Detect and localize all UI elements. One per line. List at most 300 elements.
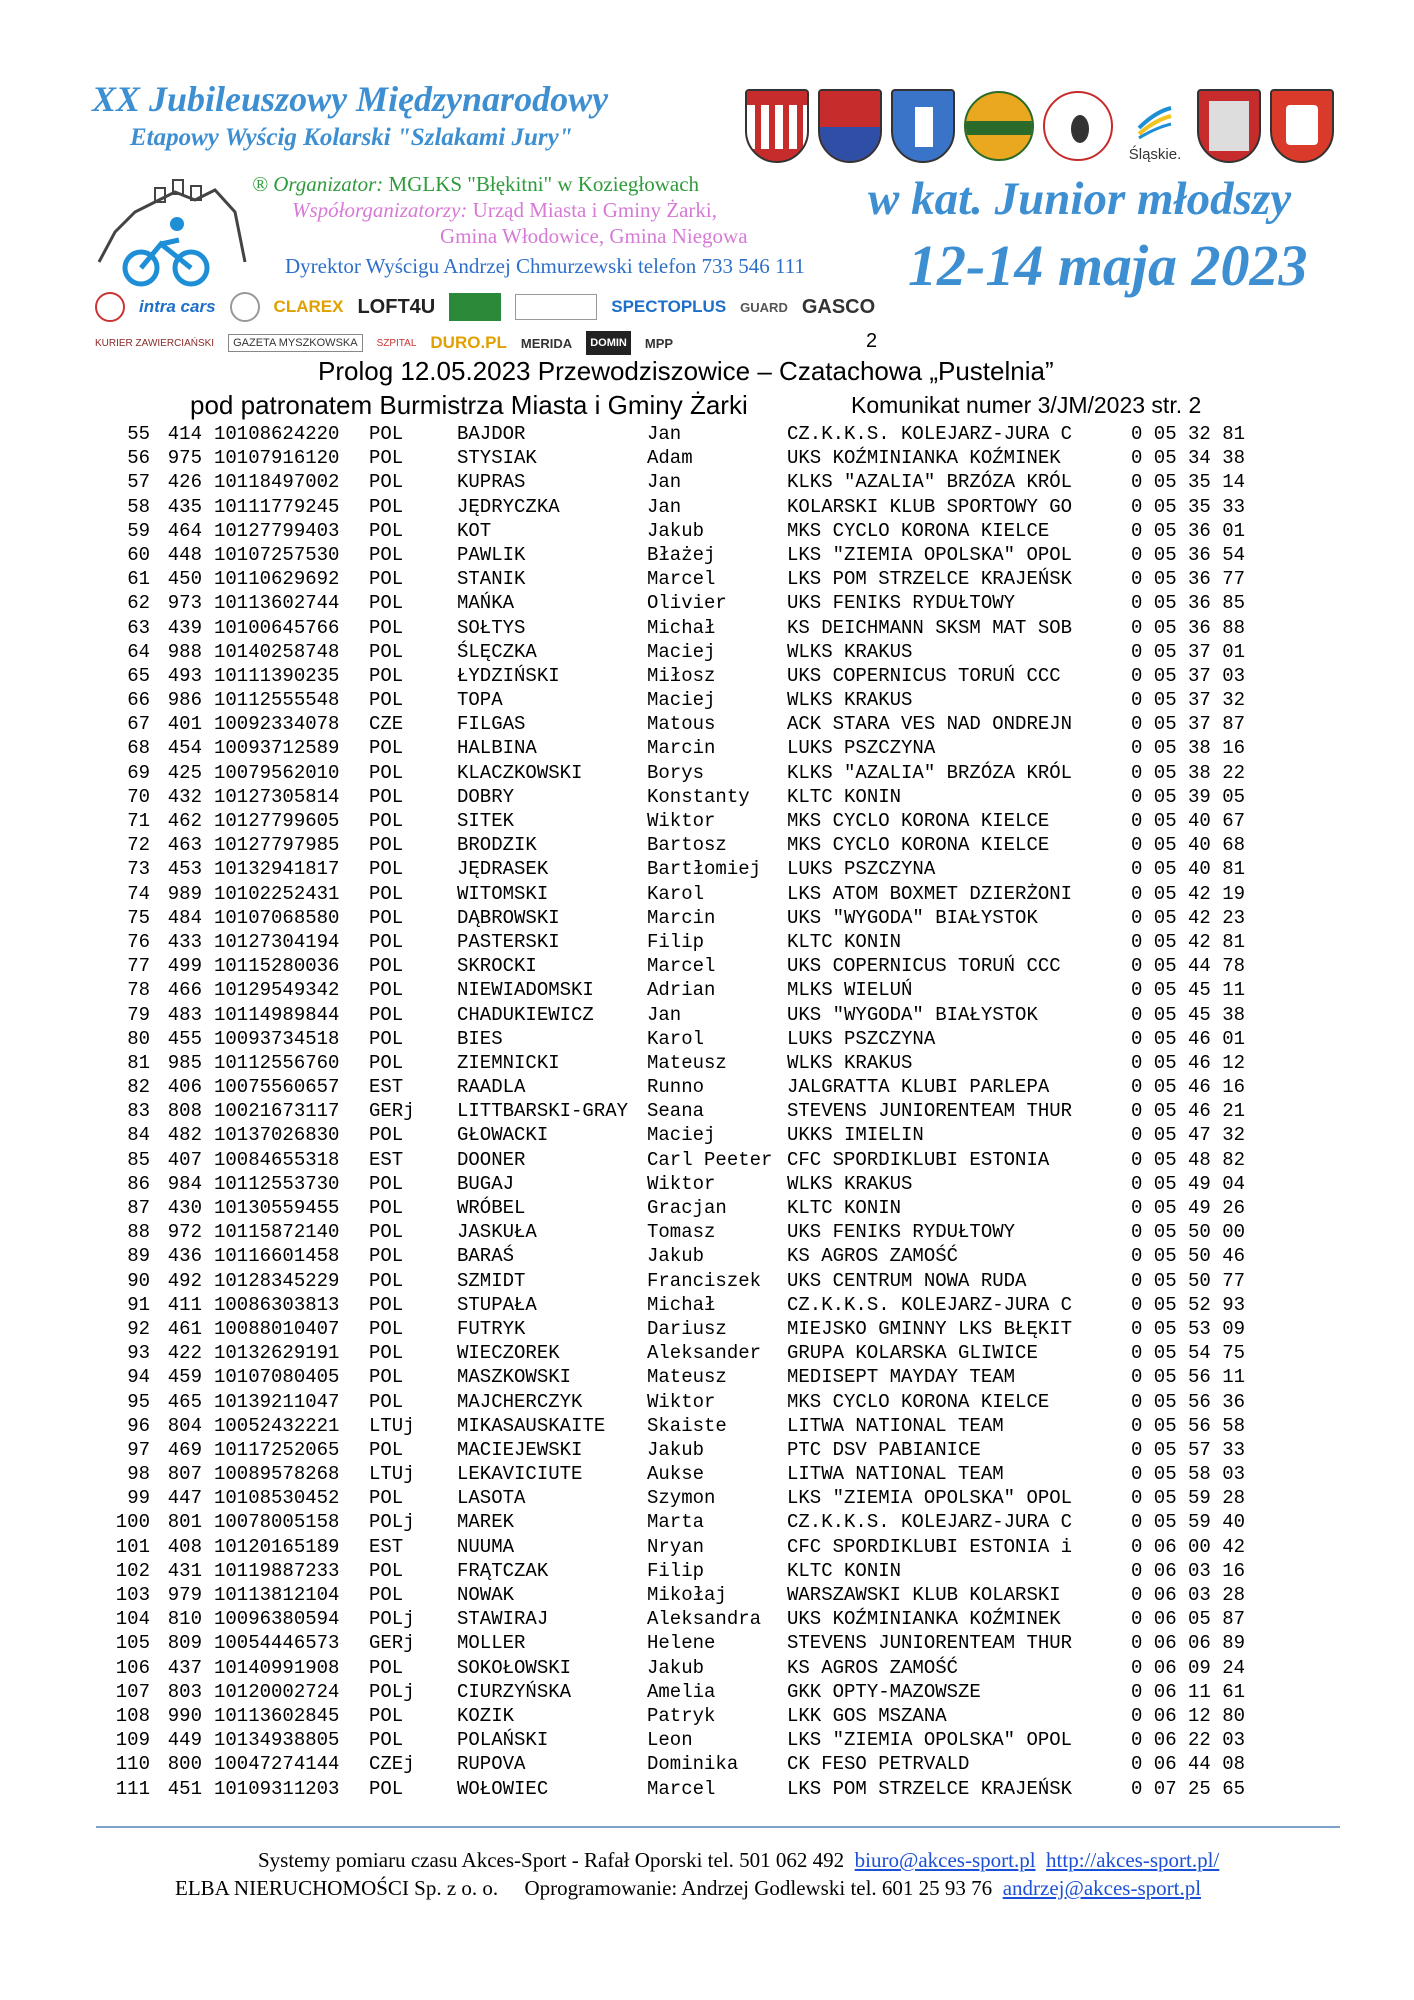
cell-uci-id: 10140258748 [214, 640, 340, 663]
cell-first-name: Konstanty [647, 785, 750, 808]
cell-uci-id: 10116601458 [214, 1245, 340, 1268]
cell-surname: BAJDOR [457, 423, 526, 445]
cell-time: 0 05 37 03 [1131, 664, 1246, 687]
cell-time: 0 05 56 58 [1131, 1414, 1246, 1437]
cell-uci-id: 10093734518 [214, 1027, 340, 1050]
cell-time: 0 05 46 01 [1131, 1027, 1246, 1050]
cell-time: 0 05 32 81 [1131, 423, 1246, 445]
cell-surname: NOWAK [457, 1584, 515, 1606]
table-row [0, 954, 1414, 978]
cell-nationality: POL [369, 1027, 404, 1050]
cell-time: 0 05 46 12 [1131, 1051, 1246, 1074]
cell-nationality: POL [369, 447, 404, 470]
organizer-name: MGLKS "Błękitni" w Koziegłowach [388, 172, 700, 196]
cell-bib-number: 433 [167, 930, 202, 953]
cell-bib-number: 455 [167, 1027, 202, 1050]
table-row [0, 761, 1414, 785]
cell-bib-number: 451 [167, 1777, 202, 1800]
cell-surname: NUUMA [457, 1535, 515, 1558]
cell-surname: ŚLĘCZKA [457, 640, 537, 663]
cell-club: STEVENS JUNIORENTEAM THUR [787, 1632, 1073, 1655]
cell-nationality: POL [369, 1221, 404, 1244]
cell-time: 0 05 38 22 [1131, 761, 1246, 784]
cell-nationality: GERj [369, 1632, 415, 1655]
cell-nationality: POL [369, 785, 404, 808]
cell-time: 0 06 03 16 [1131, 1559, 1246, 1582]
table-row [0, 1535, 1414, 1559]
cell-nationality: POL [369, 1777, 404, 1800]
cell-club: KLTC KONIN [787, 930, 902, 953]
cell-uci-id: 10132941817 [214, 858, 340, 881]
cell-position: 93 [127, 1342, 150, 1365]
crest-icon [1270, 89, 1334, 163]
cell-position: 105 [115, 1632, 150, 1655]
cell-uci-id: 10111390235 [214, 664, 340, 687]
cell-time: 0 06 03 28 [1131, 1584, 1246, 1606]
cell-position: 58 [127, 495, 150, 518]
cell-club: PTC DSV PABIANICE [787, 1438, 981, 1461]
cell-bib-number: 448 [167, 543, 202, 566]
event-title: XX Jubileuszowy Międzynarodowy [92, 79, 609, 119]
cell-uci-id: 10093712589 [214, 737, 340, 760]
cell-nationality: POL [369, 1245, 404, 1268]
cell-club: MLKS WIELUŃ [787, 979, 913, 1002]
table-row [0, 1269, 1414, 1293]
cell-first-name: Mateusz [647, 1051, 727, 1074]
cell-surname: JĘDRASEK [457, 858, 549, 881]
cell-bib-number: 466 [167, 979, 202, 1002]
cell-first-name: Jan [647, 1003, 682, 1026]
cell-bib-number: 984 [167, 1172, 202, 1195]
cell-position: 95 [127, 1390, 150, 1413]
cell-nationality: POL [369, 1487, 404, 1510]
cell-position: 78 [127, 979, 150, 1002]
cell-club: LITWA NATIONAL TEAM [787, 1463, 1004, 1486]
table-row [0, 1559, 1414, 1583]
table-row [0, 1196, 1414, 1220]
cell-first-name: Karol [647, 882, 705, 905]
cell-nationality: POL [369, 664, 404, 687]
cell-time: 0 05 56 11 [1131, 1366, 1246, 1389]
table-row [0, 1462, 1414, 1486]
sponsor-logo: SZPITAL [376, 337, 417, 349]
cell-club: MEDISEPT MAYDAY TEAM [787, 1366, 1016, 1389]
cell-club: GKK OPTY-MAZOWSZE [787, 1680, 981, 1703]
cell-bib-number: 435 [167, 495, 202, 518]
cell-time: 0 05 36 85 [1131, 592, 1246, 615]
cell-bib-number: 801 [167, 1511, 202, 1534]
cell-nationality: POL [369, 1729, 404, 1752]
sponsor-logo: intra cars [139, 297, 216, 316]
cell-nationality: CZEj [369, 1753, 415, 1776]
cell-first-name: Adrian [647, 979, 716, 1002]
cell-nationality: POL [369, 737, 404, 760]
cell-first-name: Mateusz [647, 1366, 727, 1389]
footer-line-2 [175, 1876, 1201, 1901]
cell-first-name: Franciszek [647, 1269, 762, 1292]
table-row [0, 1123, 1414, 1147]
cell-first-name: Michał [647, 616, 716, 639]
cell-bib-number: 499 [167, 955, 202, 978]
cell-first-name: Patryk [647, 1704, 716, 1727]
cell-club: KS AGROS ZAMOŚĆ [787, 1656, 959, 1679]
cell-club: WLKS KRAKUS [787, 689, 913, 712]
cell-position: 69 [127, 761, 150, 784]
cell-position: 66 [127, 689, 150, 712]
cell-surname: SOŁTYS [457, 616, 526, 639]
cell-bib-number: 810 [167, 1608, 202, 1631]
results-table [0, 422, 1414, 1801]
cell-time: 0 06 06 89 [1131, 1632, 1246, 1655]
cell-surname: KOT [457, 519, 492, 542]
cell-time: 0 07 25 65 [1131, 1777, 1246, 1800]
table-row [0, 1027, 1414, 1051]
cell-position: 59 [127, 519, 150, 542]
cell-time: 0 05 59 28 [1131, 1487, 1246, 1510]
cell-bib-number: 465 [167, 1390, 202, 1413]
cell-club: LUKS PSZCZYNA [787, 737, 936, 760]
cell-club: LUKS PSZCZYNA [787, 858, 936, 881]
cell-club: UKS FENIKS RYDUŁTOWY [787, 592, 1016, 615]
cell-surname: TOPA [457, 689, 503, 712]
cell-surname: JASKUŁA [457, 1221, 537, 1244]
footer-divider [96, 1826, 1340, 1828]
cell-first-name: Nryan [647, 1535, 705, 1558]
cell-nationality: POL [369, 689, 404, 712]
cell-uci-id: 10021673117 [214, 1100, 340, 1123]
cell-uci-id: 10129549342 [214, 979, 340, 1002]
cell-nationality: POL [369, 882, 404, 905]
sponsor-logo: DURO.PL [430, 333, 507, 352]
cell-position: 94 [127, 1366, 150, 1389]
cell-surname: PAWLIK [457, 543, 526, 566]
cell-time: 0 06 09 24 [1131, 1656, 1246, 1679]
cell-position: 72 [127, 834, 150, 857]
cell-position: 60 [127, 543, 150, 566]
cell-position: 61 [127, 568, 150, 591]
cell-position: 71 [127, 810, 150, 832]
cell-position: 76 [127, 930, 150, 953]
cell-time: 0 05 38 16 [1131, 737, 1246, 760]
table-row [0, 1631, 1414, 1655]
cell-time: 0 05 58 03 [1131, 1463, 1246, 1486]
cell-position: 73 [127, 858, 150, 881]
cell-surname: SKROCKI [457, 955, 537, 978]
cell-position: 90 [127, 1269, 150, 1292]
cell-surname: FILGAS [457, 713, 526, 736]
cell-nationality: POL [369, 495, 404, 518]
sponsor-logo: CLAREX [273, 297, 344, 316]
cell-surname: STYSIAK [457, 447, 537, 470]
cell-club: LKS "ZIEMIA OPOLSKA" OPOL [787, 1729, 1073, 1752]
cell-surname: LASOTA [457, 1487, 526, 1510]
cell-surname: HALBINA [457, 737, 537, 760]
slaskie-logo [1122, 89, 1188, 163]
cell-uci-id: 10111779245 [214, 495, 340, 518]
cell-club: MKS CYCLO KORONA KIELCE [787, 1390, 1050, 1413]
cell-club: CZ.K.K.S. KOLEJARZ-JURA C [787, 1511, 1073, 1534]
cell-position: 82 [127, 1076, 150, 1099]
cell-first-name: Seana [647, 1100, 705, 1123]
cell-club: WARSZAWSKI KLUB KOLARSKI [787, 1584, 1061, 1606]
cell-position: 85 [127, 1148, 150, 1171]
cell-club: MKS CYCLO KORONA KIELCE [787, 519, 1050, 542]
cell-time: 0 06 11 61 [1131, 1680, 1246, 1703]
table-row [0, 470, 1414, 494]
cell-bib-number: 808 [167, 1100, 202, 1123]
table-row [0, 1607, 1414, 1631]
cell-club: UKS COPERNICUS TORUŃ CCC [787, 955, 1061, 978]
cell-nationality: POL [369, 471, 404, 494]
cell-surname: FRĄTCZAK [457, 1559, 549, 1582]
cell-bib-number: 990 [167, 1704, 202, 1727]
cell-nationality: POLj [369, 1608, 415, 1631]
cell-surname: GŁOWACKI [457, 1124, 549, 1147]
cell-first-name: Carl Peeter [647, 1148, 773, 1171]
cell-position: 92 [127, 1317, 150, 1340]
cell-bib-number: 430 [167, 1197, 202, 1219]
cell-time: 0 05 46 21 [1131, 1100, 1246, 1123]
email-link-2[interactable]: andrzej@akces-sport.pl [1002, 1876, 1202, 1900]
cell-position: 77 [127, 955, 150, 978]
cell-bib-number: 432 [167, 785, 202, 808]
sponsor-logo: KURIER ZAWIERCIAŃSKI [95, 337, 215, 349]
cell-club: KS AGROS ZAMOŚĆ [787, 1245, 959, 1268]
cell-time: 0 05 56 36 [1131, 1390, 1246, 1413]
crests-row [745, 86, 1373, 166]
cell-bib-number: 493 [167, 664, 202, 687]
cell-bib-number: 462 [167, 810, 202, 832]
table-row [0, 1390, 1414, 1414]
cell-nationality: POL [369, 616, 404, 639]
table-row [0, 1438, 1414, 1462]
cell-club: KLKS "AZALIA" BRZÓZA KRÓL [787, 761, 1073, 784]
cell-club: LKK GOS MSZANA [787, 1704, 947, 1727]
website-link[interactable]: http://akces-sport.pl/ [1046, 1848, 1220, 1872]
cell-first-name: Aleksander [647, 1342, 762, 1365]
cell-first-name: Jakub [647, 1656, 705, 1679]
cell-uci-id: 10112555548 [214, 689, 340, 712]
cell-uci-id: 10119887233 [214, 1559, 340, 1582]
cell-nationality: CZE [369, 713, 404, 736]
cell-nationality: LTUj [369, 1414, 415, 1437]
cell-club: LKS "ZIEMIA OPOLSKA" OPOL [787, 1487, 1073, 1510]
cell-club: LKS POM STRZELCE KRAJEŃSK [787, 568, 1073, 591]
cell-first-name: Jan [647, 423, 682, 445]
cell-first-name: Maciej [647, 1124, 716, 1147]
cell-first-name: Filip [647, 1559, 705, 1582]
cell-position: 74 [127, 882, 150, 905]
cell-nationality: POL [369, 640, 404, 663]
cell-uci-id: 10107068580 [214, 906, 340, 929]
sponsor-logo: GAZETA MYSZKOWSKA [228, 334, 362, 352]
cell-club: MKS CYCLO KORONA KIELCE [787, 834, 1050, 857]
cell-uci-id: 10117252065 [214, 1438, 340, 1461]
cell-time: 0 05 35 33 [1131, 495, 1246, 518]
cell-bib-number: 406 [167, 1076, 202, 1099]
table-row [0, 640, 1414, 664]
cell-nationality: GERj [369, 1100, 415, 1123]
cell-uci-id: 10130559455 [214, 1197, 340, 1219]
cell-bib-number: 439 [167, 616, 202, 639]
table-row [0, 1220, 1414, 1244]
cell-bib-number: 459 [167, 1366, 202, 1389]
cell-nationality: EST [369, 1148, 404, 1171]
cell-club: KLKS "AZALIA" BRZÓZA KRÓL [787, 471, 1073, 494]
cell-club: WLKS KRAKUS [787, 1172, 913, 1195]
cell-surname: STUPAŁA [457, 1293, 537, 1316]
email-link[interactable]: biuro@akces-sport.pl [854, 1848, 1036, 1872]
coorganizers-line [292, 198, 717, 223]
cell-surname: LEKAVICIUTE [457, 1463, 583, 1486]
cell-time: 0 05 45 11 [1131, 979, 1246, 1002]
cell-time: 0 05 37 01 [1131, 640, 1246, 663]
slaskie-wave-icon [1135, 104, 1175, 140]
cell-surname: KUPRAS [457, 471, 526, 494]
cell-uci-id: 10108530452 [214, 1487, 340, 1510]
coorganizers-label: Współorganizatorzy: [292, 198, 468, 222]
cell-surname: RUPOVA [457, 1753, 526, 1776]
cell-first-name: Borys [647, 761, 705, 784]
cell-first-name: Miłosz [647, 664, 716, 687]
cell-bib-number: 422 [167, 1342, 202, 1365]
cell-position: 91 [127, 1293, 150, 1316]
cell-position: 98 [127, 1463, 150, 1486]
table-row [0, 1583, 1414, 1607]
table-row [0, 785, 1414, 809]
cell-club: KLTC KONIN [787, 1559, 902, 1582]
cell-nationality: POL [369, 1293, 404, 1316]
cell-first-name: Szymon [647, 1487, 716, 1510]
cell-time: 0 05 46 16 [1131, 1076, 1246, 1099]
cell-nationality: POL [369, 1197, 404, 1219]
cell-nationality: POL [369, 543, 404, 566]
table-row [0, 688, 1414, 712]
cell-first-name: Adam [647, 447, 693, 470]
cell-bib-number: 989 [167, 882, 202, 905]
cell-bib-number: 988 [167, 640, 202, 663]
cell-bib-number: 436 [167, 1245, 202, 1268]
cell-time: 0 05 44 78 [1131, 955, 1246, 978]
cell-position: 107 [115, 1680, 150, 1703]
cell-first-name: Skaiste [647, 1414, 727, 1437]
cell-surname: MIKASAUSKAITE [457, 1414, 606, 1437]
cell-surname: BUGAJ [457, 1172, 515, 1195]
table-row [0, 519, 1414, 543]
software-text: Oprogramowanie: Andrzej Godlewski tel. 601 25 93 76 [524, 1876, 993, 1900]
cell-uci-id: 10054446573 [214, 1632, 340, 1655]
cell-bib-number: 401 [167, 713, 202, 736]
cell-time: 0 05 52 93 [1131, 1293, 1246, 1316]
cell-nationality: POL [369, 1317, 404, 1340]
cell-time: 0 05 36 77 [1131, 568, 1246, 591]
cell-bib-number: 482 [167, 1124, 202, 1147]
cell-nationality: POL [369, 930, 404, 953]
cell-nationality: POL [369, 1269, 404, 1292]
coorganizers-1: Urząd Miasta i Gminy Żarki, [472, 198, 718, 222]
table-row [0, 930, 1414, 954]
cell-club: UKS "WYGODA" BIAŁYSTOK [787, 906, 1038, 929]
cell-surname: SITEK [457, 810, 515, 832]
cell-surname: DOONER [457, 1148, 526, 1171]
table-row [0, 1244, 1414, 1268]
cell-time: 0 05 59 40 [1131, 1511, 1246, 1534]
cell-nationality: POL [369, 1003, 404, 1026]
table-row [0, 664, 1414, 688]
cell-time: 0 05 42 81 [1131, 930, 1246, 953]
cell-first-name: Marcel [647, 1777, 716, 1800]
event-dates: 12-14 maja 2023 [908, 233, 1308, 298]
cell-club: WLKS KRAKUS [787, 640, 913, 663]
cell-uci-id: 10088010407 [214, 1317, 340, 1340]
cell-bib-number: 449 [167, 1729, 202, 1752]
table-row [0, 1317, 1414, 1341]
cell-first-name: Wiktor [647, 1172, 716, 1195]
cell-club: LKS ATOM BOXMET DZIERŻONI [787, 882, 1073, 905]
sponsor-logo: GASCO [801, 295, 876, 318]
cell-first-name: Runno [647, 1076, 705, 1099]
table-row [0, 1293, 1414, 1317]
cell-bib-number: 461 [167, 1317, 202, 1340]
cell-club: UKS KOŹMINIANKA KOŹMINEK [787, 1608, 1061, 1631]
cell-surname: BARAŚ [457, 1245, 515, 1268]
cell-bib-number: 426 [167, 471, 202, 494]
cell-first-name: Olivier [647, 592, 727, 615]
cell-club: CZ.K.K.S. KOLEJARZ-JURA C [787, 1293, 1073, 1316]
cell-time: 0 06 12 80 [1131, 1704, 1246, 1727]
cell-uci-id: 10107916120 [214, 447, 340, 470]
table-row [0, 1365, 1414, 1389]
cell-position: 108 [115, 1704, 150, 1727]
cell-uci-id: 10079562010 [214, 761, 340, 784]
cell-first-name: Michał [647, 1293, 716, 1316]
table-row [0, 446, 1414, 470]
cell-surname: WIECZOREK [457, 1342, 560, 1365]
organizer-line [252, 172, 699, 197]
cell-bib-number: 975 [167, 447, 202, 470]
cell-nationality: POLj [369, 1511, 415, 1534]
cell-uci-id: 10096380594 [214, 1608, 340, 1631]
cell-club: JALGRATTA KLUBI PARLEPA [787, 1076, 1050, 1099]
cell-nationality: POL [369, 519, 404, 542]
cell-position: 102 [115, 1559, 150, 1582]
cell-club: KLTC KONIN [787, 785, 902, 808]
cell-nationality: POL [369, 423, 404, 445]
cell-uci-id: 10089578268 [214, 1463, 340, 1486]
table-row [0, 1003, 1414, 1027]
cell-surname: KOZIK [457, 1704, 515, 1727]
cell-position: 75 [127, 906, 150, 929]
timing-text: Systemy pomiaru czasu Akces-Sport - Rafał Oporski tel. 501 062 492 [258, 1848, 845, 1872]
cell-time: 0 05 50 00 [1131, 1221, 1246, 1244]
cell-uci-id: 10114989844 [214, 1003, 340, 1026]
cell-surname: MOLLER [457, 1632, 526, 1655]
cell-first-name: Bartosz [647, 834, 727, 857]
cell-bib-number: 979 [167, 1584, 202, 1606]
cell-surname: MAJCHERCZYK [457, 1390, 583, 1413]
cell-uci-id: 10128345229 [214, 1269, 340, 1292]
cell-position: 57 [127, 471, 150, 494]
sponsors-row-2 [95, 326, 995, 360]
cell-nationality: POL [369, 1656, 404, 1679]
cell-uci-id: 10140991908 [214, 1656, 340, 1679]
cell-first-name: Wiktor [647, 810, 716, 832]
cell-nationality: EST [369, 1076, 404, 1099]
cell-nationality: LTUj [369, 1463, 415, 1486]
cell-position: 96 [127, 1414, 150, 1437]
cell-time: 0 05 45 38 [1131, 1003, 1246, 1026]
cell-time: 0 06 00 42 [1131, 1535, 1246, 1558]
